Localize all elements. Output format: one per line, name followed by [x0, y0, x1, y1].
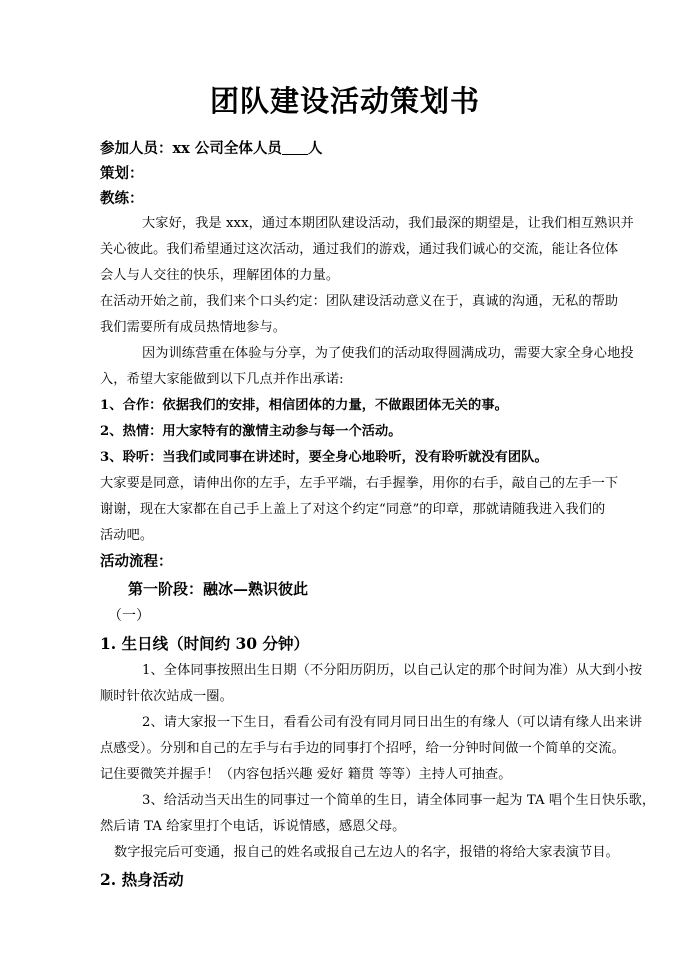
text-line — [100, 471, 619, 497]
line-right: 从大到小按 — [575, 663, 643, 679]
line-left: 2、请大家报一下生日，看看公司有没有同月同日出生的有缘人（可以请有 — [142, 715, 576, 731]
text-line: 会人与人交往的快乐，理解团体的力量。 — [100, 268, 340, 284]
text-line: 然后请 TA 给家里打个电话，诉说情感，感恩父母。 — [100, 819, 406, 835]
meta-block — [100, 136, 590, 211]
activity-1-step-2 — [100, 710, 643, 788]
intro-paragraph-1 — [100, 211, 634, 289]
promise-list — [100, 393, 590, 471]
intro-paragraph-4 — [100, 471, 619, 549]
text-line — [100, 736, 625, 762]
line-left: 大家要是同意，请伸出你的左手，左手平端，右手握拳，用你的右手，敲自己的 — [100, 476, 566, 492]
line-right: 缘人出来讲 — [575, 715, 643, 731]
activity-1-step-1 — [100, 658, 643, 710]
activity-1-step-3 — [100, 788, 656, 840]
text-line: 活动吧。 — [100, 528, 154, 544]
text-line — [100, 710, 643, 736]
promise-item: 2、热情：用大家特有的激情主动参与每一个活动。 — [100, 424, 402, 440]
text-line: 我们需要所有成员热情地参与。 — [100, 320, 287, 336]
text-line: 记住要微笑并握手！（内容包括兴趣 爱好 籍贯 等等）主持人可抽查。 — [100, 767, 512, 783]
participants-blank — [282, 154, 308, 155]
text-line — [100, 289, 619, 315]
line-right: 无私的帮助 — [551, 294, 619, 310]
text-line — [100, 788, 656, 814]
participants-line — [100, 136, 590, 161]
line-left: 3、给活动当天出生的同事过一个简单的生日，请全体同事一起为 TA 唱个 — [142, 793, 576, 809]
coach-line: 教练： — [100, 190, 144, 208]
participants-suffix: 人 — [307, 140, 323, 158]
text-line — [100, 341, 634, 367]
activity-2-heading: 2. 热身活动 — [100, 870, 184, 890]
line-left: 关心彼此。我们希望通过这次活动，通过我们的游戏，通过我们诚心的交流， — [100, 242, 552, 258]
participants-label: 参加人员：xx 公司全体人员 — [100, 140, 282, 158]
line-left: 大家好，我是 xxx，通过本期团队建设活动，我们最深的期望是，让我们 — [142, 216, 568, 232]
page-title: 团队建设活动策划书 — [209, 84, 480, 118]
line-right: 能让各位体 — [551, 242, 619, 258]
line-left: 因为训练营重在体验与分享，为了使我们的活动取得圆满成功，需要大家 — [142, 346, 568, 362]
text-line — [100, 497, 606, 523]
activity-1-heading: 1. 生日线（时间约 30 分钟） — [100, 634, 309, 654]
promise-item: 1、合作：依据我们的安排，相信团体的力量，不做跟团体无关的事。 — [100, 398, 508, 414]
text-line — [100, 658, 643, 684]
line-left: 在活动开始之前，我们来个口头约定：团队建设活动意义在于，真诚的沟通， — [100, 294, 552, 310]
activity-1-note: 数字报完后可变通，报自己的姓名或报自己左边人的名字，报错的将给大家表演节目。 — [114, 845, 619, 861]
group-label: （一） — [108, 608, 150, 625]
line-right: 全身心地投 — [567, 346, 634, 362]
text-line — [100, 211, 634, 237]
line-right: 我进入我们的 — [525, 502, 606, 518]
promise-item: 3、聆听：当我们或同事在讲述时，要全身心地聆听，没有聆听就没有团队。 — [100, 450, 548, 466]
line-right: 左手一下 — [565, 476, 619, 492]
line-left: 谢谢，现在大家都在自己手上盖上了对这个约定“同意”的印章，那就请随 — [100, 502, 526, 518]
text-line: 入，希望大家能做到以下几点并作出承诺: — [100, 372, 344, 388]
line-left: 点感受）。分别和自己的左手与右手边的同事打个招呼，给一分钟时间做一 — [100, 741, 532, 757]
intro-paragraph-3 — [100, 341, 634, 393]
line-left: 1、全体同事按照出生日期（不分阳历阴历，以自己认定的那个时间为准） — [142, 663, 576, 679]
stage-1-heading: 第一阶段：融冰—熟识彼此 — [128, 580, 309, 599]
line-right: 生日快乐歌， — [575, 793, 656, 809]
intro-paragraph-2 — [100, 289, 619, 341]
text-line: 顺时针依次站成一圈。 — [100, 689, 233, 705]
planner-line: 策划： — [100, 165, 144, 183]
line-right: 个简单的交流。 — [531, 741, 625, 757]
line-right: 相互熟识并 — [567, 216, 634, 232]
text-line — [100, 237, 619, 263]
flow-heading: 活动流程： — [100, 553, 173, 571]
